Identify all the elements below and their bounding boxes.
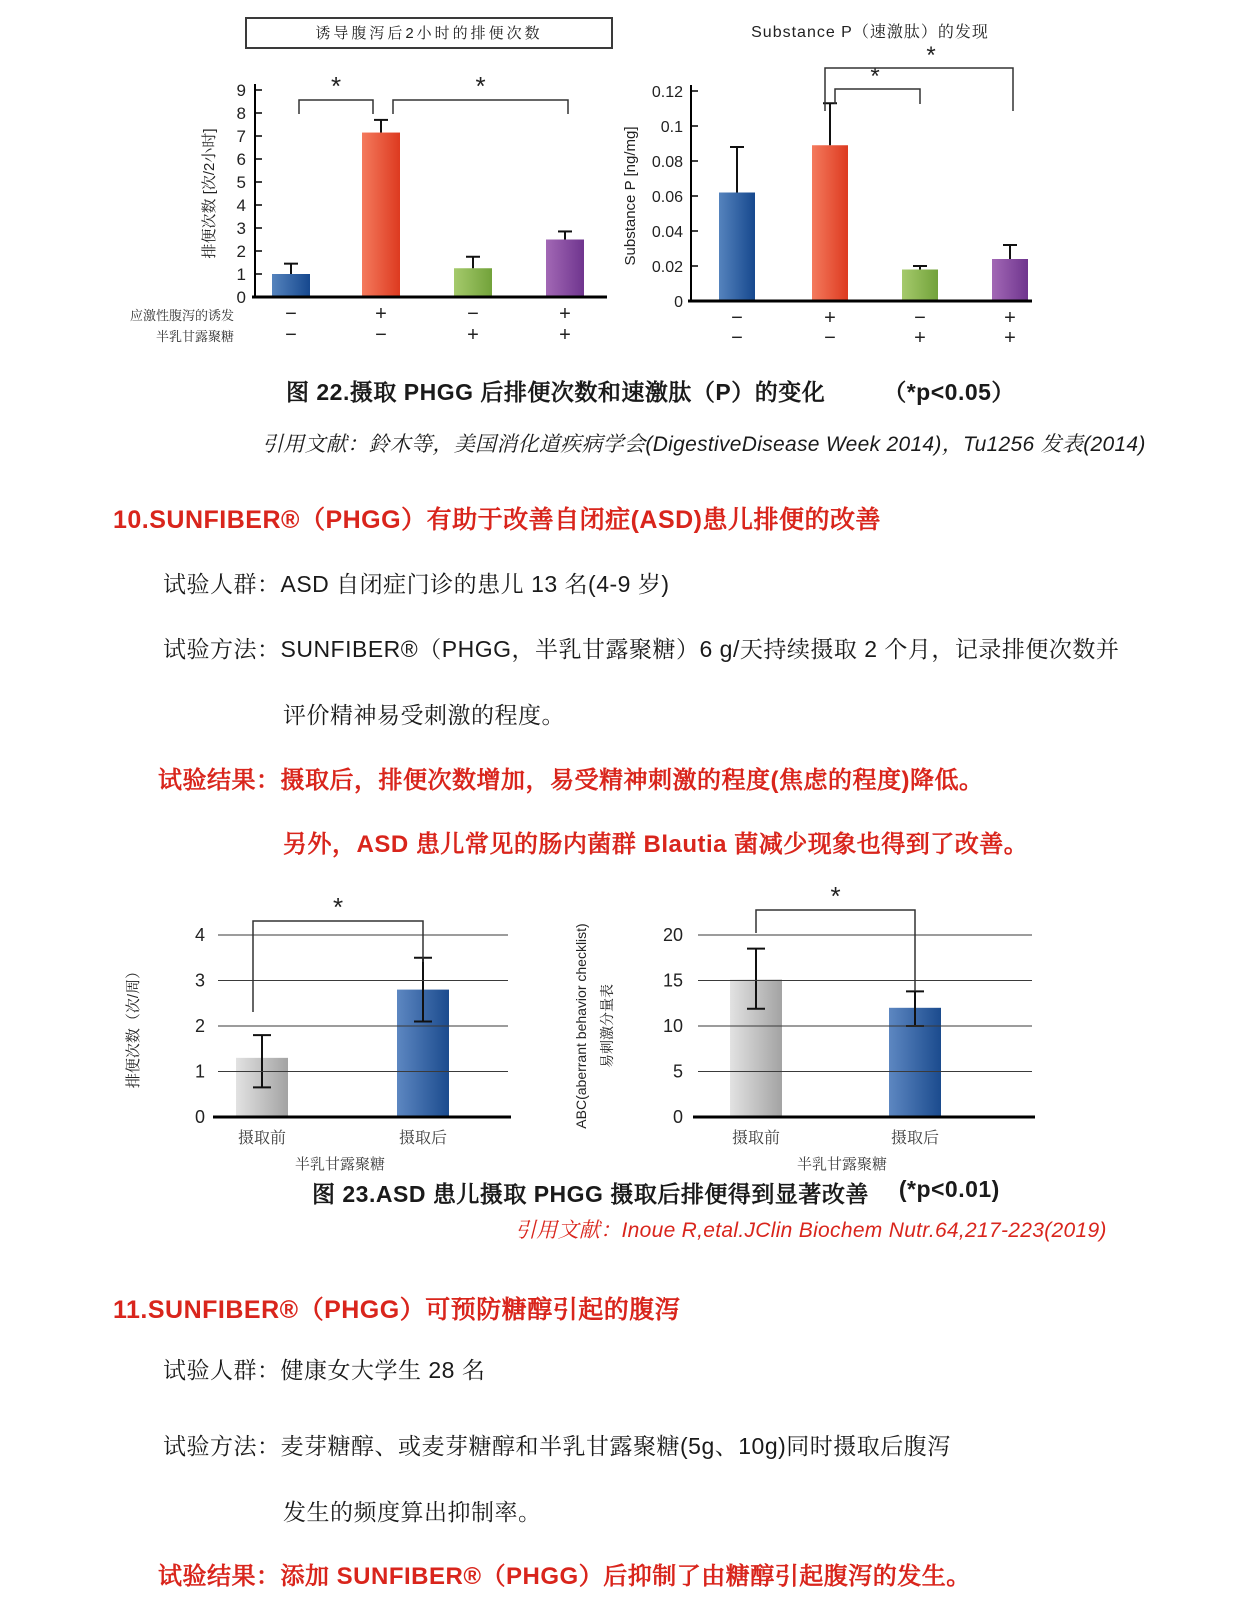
svg-text:10: 10 bbox=[662, 1016, 683, 1036]
svg-text:半乳甘露聚糖: 半乳甘露聚糖 bbox=[796, 1156, 888, 1173]
svg-text:ABC(aberrant behavior checklis: ABC(aberrant behavior checklist) bbox=[573, 923, 589, 1129]
fig22-left-title-box: 诱导腹泻后2小时的排便次数 bbox=[245, 17, 613, 49]
svg-text:易刺激分量表: 易刺激分量表 bbox=[599, 984, 615, 1068]
svg-text:−: − bbox=[285, 303, 297, 325]
svg-text:*: * bbox=[830, 881, 841, 911]
section-10-result-line2: 另外，ASD 患儿常见的肠内菌群 Blautia 菌减少现象也得到了改善。 bbox=[283, 831, 1029, 858]
section-10-population: 试验人群：ASD 自闭症门诊的患儿 13 名(4-9 岁) bbox=[163, 571, 670, 597]
svg-text:*: * bbox=[870, 63, 880, 90]
svg-text:*: * bbox=[330, 71, 342, 101]
svg-text:8: 8 bbox=[236, 104, 246, 123]
svg-text:+: + bbox=[1004, 327, 1016, 349]
svg-text:Substance P [ng/mg]: Substance P [ng/mg] bbox=[622, 126, 639, 266]
fig23-left-chart bbox=[110, 862, 570, 1174]
svg-text:+: + bbox=[914, 327, 926, 349]
section-11-result: 试验结果：添加 SUNFIBER®（PHGG）后抑制了由糖醇引起腹泻的发生。 bbox=[158, 1563, 971, 1590]
section-11-heading: 11.SUNFIBER®（PHGG）可预防糖醇引起的腹泻 bbox=[113, 1296, 681, 1324]
svg-text:*: * bbox=[475, 71, 486, 101]
svg-text:0: 0 bbox=[194, 1107, 205, 1127]
svg-text:3: 3 bbox=[236, 219, 246, 238]
svg-text:0: 0 bbox=[674, 294, 683, 311]
svg-text:半乳甘露聚糖: 半乳甘露聚糖 bbox=[155, 329, 234, 344]
svg-text:−: − bbox=[285, 324, 297, 346]
svg-text:4: 4 bbox=[194, 925, 205, 945]
section-10-result-line1: 试验结果：摄取后，排便次数增加，易受精神刺激的程度(焦虑的程度)降低。 bbox=[158, 767, 984, 794]
svg-text:0.04: 0.04 bbox=[651, 224, 683, 241]
svg-text:−: − bbox=[375, 324, 387, 346]
figure-22-caption bbox=[286, 374, 1015, 407]
svg-text:4: 4 bbox=[236, 196, 246, 215]
fig22-left-chart bbox=[110, 62, 615, 352]
svg-text:+: + bbox=[559, 324, 571, 346]
svg-text:排便次数 [次/2小时]: 排便次数 [次/2小时] bbox=[201, 128, 218, 259]
section-11-method-line2: 发生的频度算出抑制率。 bbox=[283, 1499, 542, 1525]
svg-text:摄取前: 摄取前 bbox=[731, 1130, 781, 1147]
section-11-method-line1: 试验方法：麦芽糖醇、或麦芽糖醇和半乳甘露聚糖(5g、10g)同时摄取后腹泻 bbox=[163, 1433, 951, 1459]
svg-text:半乳甘露聚糖: 半乳甘露聚糖 bbox=[294, 1156, 386, 1173]
svg-text:15: 15 bbox=[662, 970, 683, 991]
svg-text:摄取后: 摄取后 bbox=[398, 1130, 448, 1147]
figure-23-right bbox=[570, 862, 1060, 1174]
svg-text:应激性腹泻的诱发: 应激性腹泻的诱发 bbox=[129, 308, 234, 323]
svg-text:摄取后: 摄取后 bbox=[890, 1130, 940, 1147]
svg-text:1: 1 bbox=[236, 265, 246, 284]
svg-text:−: − bbox=[731, 307, 743, 329]
svg-text:−: − bbox=[731, 327, 743, 349]
section-10-method-line1: 试验方法：SUNFIBER®（PHGG，半乳甘露聚糖）6 g/天持续摄取 2 个月，记录排便次数并 bbox=[163, 636, 1120, 662]
svg-text:+: + bbox=[375, 303, 387, 325]
svg-text:−: − bbox=[467, 303, 479, 325]
figure-22-citation: 引用文献：鈴木等，美国消化道疾病学会(DigestiveDisease Week 2014)，Tu1256 发表(2014) bbox=[262, 433, 1146, 456]
svg-text:+: + bbox=[1004, 307, 1016, 329]
svg-text:+: + bbox=[467, 324, 479, 346]
figure-22-caption-text: 图 22.摄取 PHGG 后排便次数和速激肽（P）的变化 bbox=[286, 379, 826, 405]
svg-text:0.12: 0.12 bbox=[651, 84, 683, 101]
svg-text:0: 0 bbox=[672, 1107, 683, 1127]
figure-23-caption bbox=[312, 1176, 1000, 1209]
svg-text:0.06: 0.06 bbox=[651, 189, 683, 206]
fig22-right-chart bbox=[615, 41, 1065, 351]
svg-text:摄取前: 摄取前 bbox=[237, 1130, 287, 1147]
section-10-method-line2: 评价精神易受刺激的程度。 bbox=[283, 702, 565, 728]
svg-text:+: + bbox=[559, 303, 571, 325]
svg-text:0.08: 0.08 bbox=[651, 154, 683, 171]
figure-22-caption-note: （*p<0.05） bbox=[883, 379, 1015, 405]
svg-text:20: 20 bbox=[662, 925, 683, 945]
svg-text:2: 2 bbox=[236, 242, 246, 261]
svg-text:3: 3 bbox=[194, 970, 205, 991]
figure-23-caption-text: 图 23.ASD 患儿摄取 PHGG 摄取后排便得到显著改善 bbox=[312, 1181, 869, 1207]
svg-text:*: * bbox=[332, 892, 344, 922]
svg-text:−: − bbox=[824, 327, 836, 349]
section-10-heading: 10.SUNFIBER®（PHGG）有助于改善自闭症(ASD)患儿排便的改善 bbox=[113, 506, 882, 534]
svg-text:−: − bbox=[914, 307, 926, 329]
svg-text:5: 5 bbox=[236, 173, 246, 192]
svg-text:2: 2 bbox=[194, 1016, 205, 1036]
figure-23-left bbox=[110, 862, 570, 1174]
figure-23-caption-note: (*p<0.01) bbox=[898, 1176, 1000, 1202]
svg-text:1: 1 bbox=[194, 1061, 205, 1082]
section-11-population: 试验人群：健康女大学生 28 名 bbox=[163, 1357, 486, 1383]
svg-text:0.1: 0.1 bbox=[660, 119, 683, 136]
svg-text:6: 6 bbox=[236, 150, 246, 169]
fig22-right-title: Substance P（速激肽）的发现 bbox=[751, 24, 989, 41]
svg-text:*: * bbox=[926, 42, 936, 69]
svg-text:9: 9 bbox=[236, 81, 246, 100]
svg-text:0: 0 bbox=[236, 288, 246, 307]
svg-text:5: 5 bbox=[672, 1061, 683, 1082]
svg-text:7: 7 bbox=[236, 127, 246, 146]
figure-22-right bbox=[615, 15, 1065, 351]
svg-text:+: + bbox=[824, 307, 836, 329]
figure-23-citation: 引用文献：Inoue R,etal.JClin Biochem Nutr.64,217-223(2019) bbox=[515, 1219, 1107, 1242]
svg-text:0.02: 0.02 bbox=[651, 259, 683, 276]
svg-text:排便次数（次/周）: 排便次数（次/周） bbox=[125, 963, 142, 1089]
figure-22-left bbox=[110, 17, 615, 352]
fig23-right-chart bbox=[570, 862, 1060, 1174]
